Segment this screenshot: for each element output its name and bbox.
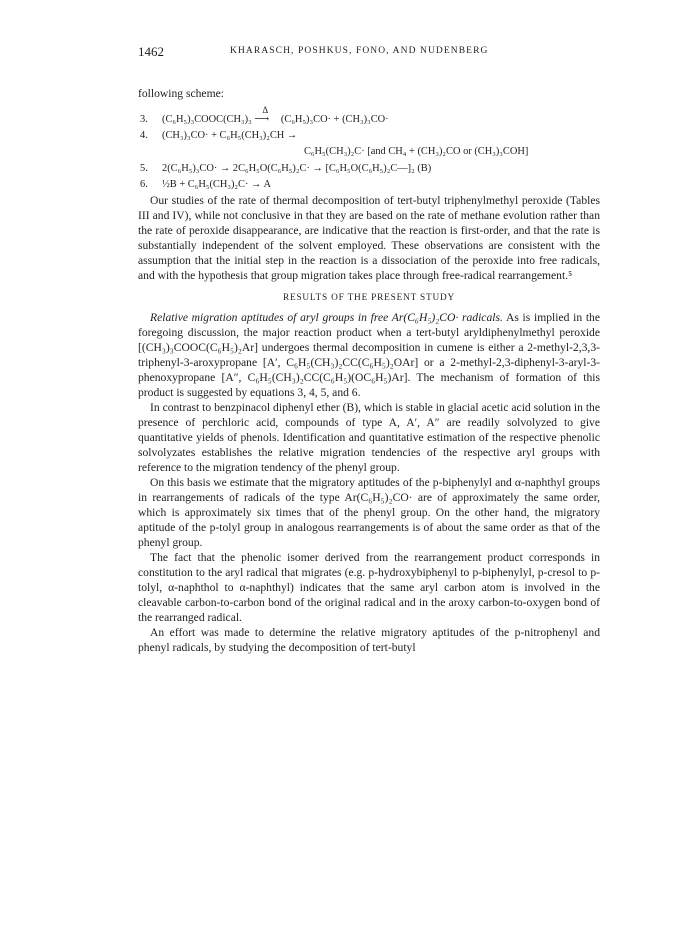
page-header <box>138 44 600 60</box>
paragraph-estimates: On this basis we estimate that the migratory aptitudes of the p-biphenylyl and α-naphthyl groups in rearrangements of radicals of the type Ar(C₆H₅)₂CO· are of approximately the same order, which is approximately six times that of the phenyl group. On the other hand, the migratory aptitude of the p-tolyl group in analogous rearrangements is of about the same order as that of the phenyl group. <box>138 476 600 549</box>
equation-number: 5. <box>140 163 148 174</box>
equation-3 <box>138 105 600 128</box>
paragraph-phenolic-isomer: The fact that the phenolic isomer derived from the rearrangement product corresponds in constitution to the aryl radical that migrates (e.g. p-hydroxybiphenyl to p-biphenylyl, p-cresol to p-tolyl, α-naphthol to α-naphthyl) indicates that the same aryl carbon atom is involved in the cleavable carbon-to-carbon bond of the original radical and in the aroxy carbon-to-oxygen bond of the rearranged radical. <box>138 551 600 624</box>
equation-4-continuation <box>138 144 600 161</box>
section-heading: RESULTS OF THE PRESENT STUDY <box>282 293 456 303</box>
equation-text: ½B + C₆H₅(CH₃)₂C· → A <box>162 179 271 190</box>
paragraph-migration-aptitudes <box>138 310 600 400</box>
article-body <box>138 86 600 655</box>
equation-products: (C₆H₅)₃CO· + (CH₃)₃CO· <box>280 114 389 125</box>
equation-5 <box>138 161 600 177</box>
page-number: 1462 <box>138 44 164 59</box>
paragraph-text: As is implied in the foregoing discussion, the major reaction product when a tert-butyl aryldiphenylmethyl peroxide [(CH₃)₃COOC(C₆H₅)₂Ar] undergoes thermal decomposition in cumene is either a 2-methyl-2,3,3-triphenyl-3-aroxypropane [A′, C₆H₅(CH₃)₂CC(C₆H₅)₂OAr] or a 2-methyl-2,3-diphenyl-3-aryl-3-phenoxypropane [A″, C₆H₅(CH₃)₂CC(C₆H₅)(OC₆H₅)Ar]. The mechanism of formation of this product is suggested by equations 3, 4, 5, and 6. <box>138 311 600 399</box>
paragraph-run-in-heading: Relative migration aptitudes of aryl groups in free Ar(C₆H₅)₂CO· radicals. <box>150 311 503 324</box>
scheme-lead: following scheme: <box>138 87 224 100</box>
heat-arrow: Δ ⟶ <box>254 105 270 125</box>
equation-number: 6. <box>140 179 148 190</box>
paragraph-nitrophenyl: An effort was made to determine the relative migratory aptitudes of the p-nitrophenyl and phenyl radicals, by studying the decomposition of tert-butyl <box>138 626 600 654</box>
equation-text: C₆H₅(CH₃)₂C· [and CH₄ + (CH₃)₂CO or (CH₃)₃COH] <box>304 146 529 157</box>
equation-4 <box>138 128 600 144</box>
equation-6 <box>138 177 600 193</box>
equation-text: 2(C₆H₅)₃CO· → 2C₆H₅O(C₆H₅)₂C· → [C₆H₅O(C₆H₅)₂C—]₂ (B) <box>162 163 432 174</box>
equation-number: 4. <box>140 130 148 141</box>
delta-label: Δ <box>262 105 269 115</box>
equation-text: (CH₃)₃CO· + C₆H₅(CH₃)₂CH → <box>162 130 298 141</box>
equation-number: 3. <box>140 114 148 125</box>
paragraph-solvolysis: In contrast to benzpinacol diphenyl ether (B), which is stable in glacial acetic acid solution in the presence of perchloric acid, compounds of type A, A′, A″ are readily solvolyzed to give quantitative yields of phenols. Identification and quantitative estimation of the respective phenolic solvolyzates establishes the relative migration tendencies of the respective aryl groups with reference to the migration tendency of the phenyl group. <box>138 401 600 474</box>
equation-text <box>162 105 389 127</box>
running-title: KHARASCH, POSHKUS, FONO, AND NUDENBERG <box>230 46 489 56</box>
equation-reactant: (C₆H₅)₃COOC(CH₃)₃ <box>162 114 252 125</box>
paragraph-rate-study: Our studies of the rate of thermal decomposition of tert-butyl triphenylmethyl peroxide (Tables III and IV), while not conclusive in that they are based on the rate of methane evolution rather than the rate of peroxide disappearance, are indicative that the reaction is first-order, and that the rate is substantially independent of the solvent employed. These observations are consistent with the assumption that the initial step in the reaction is a dissociation of the peroxide into free radicals, and with the hypothesis that group migration takes place through free-radical rearrangement.⁵ <box>138 194 600 282</box>
